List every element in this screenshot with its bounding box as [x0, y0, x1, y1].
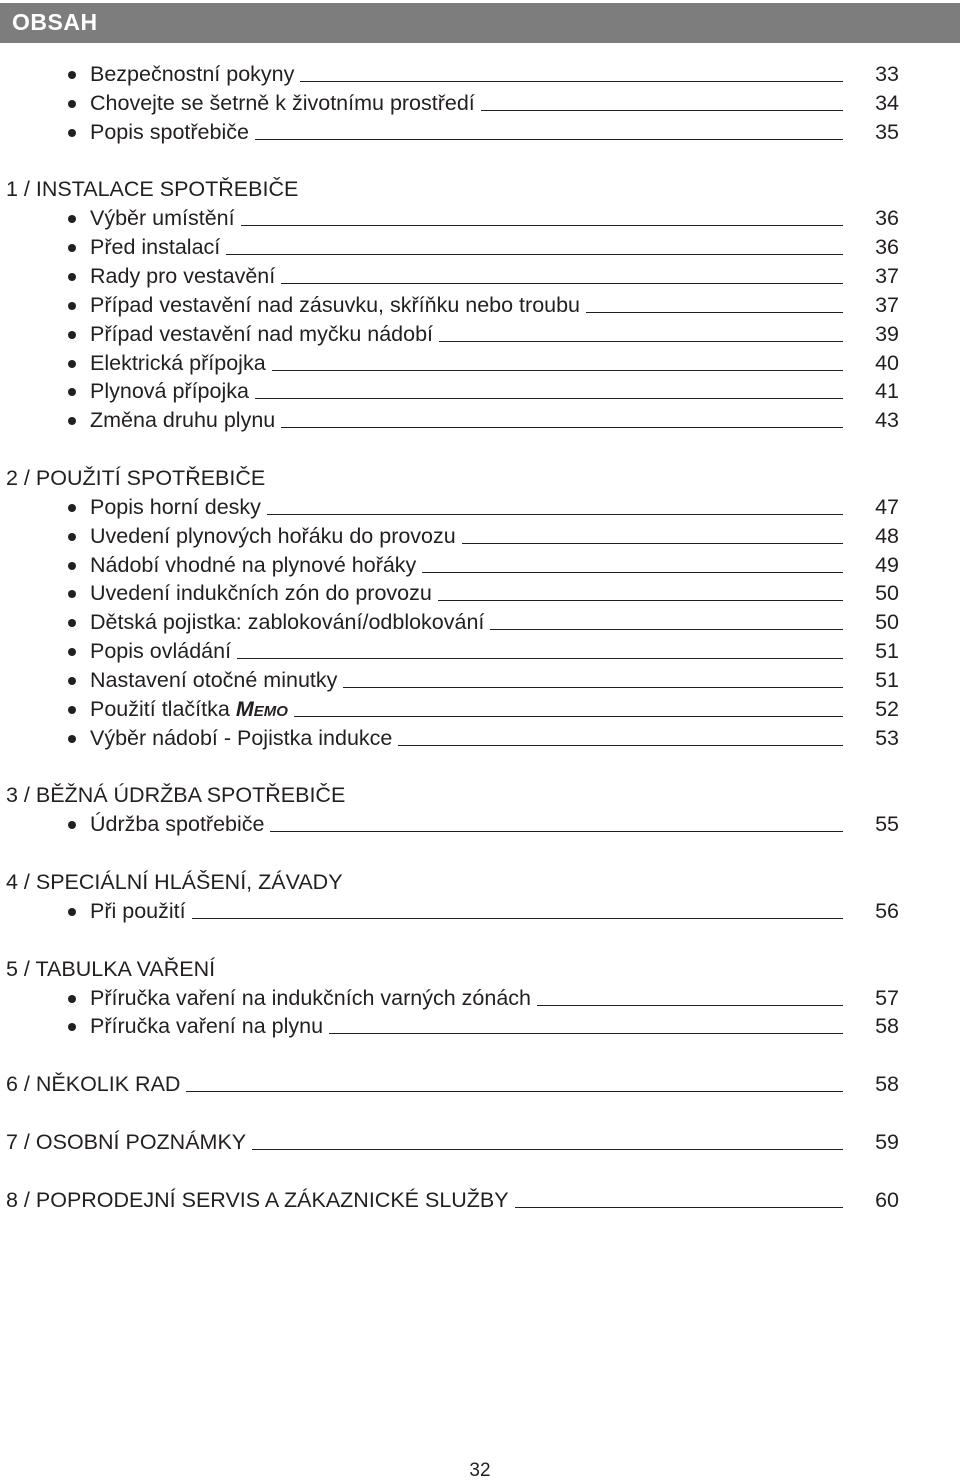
toc-entry-label: Případ vestavění nad myčku nádobí [90, 321, 439, 347]
section-heading: 3 / BĚŽNÁ ÚDRŽBA SPOTŘEBIČE [6, 782, 351, 808]
bullet-icon [68, 648, 76, 656]
bullet-icon [68, 821, 76, 829]
bullet-icon [68, 302, 76, 310]
section-heading: 6 / NĚKOLIK RAD [6, 1071, 186, 1097]
toc-entry-page: 59 [875, 1129, 899, 1154]
toc-entry-page: 48 [875, 523, 899, 548]
toc-entry[interactable] [0, 261, 960, 290]
toc-entry[interactable] [0, 319, 960, 348]
toc-entry-page: 50 [875, 610, 899, 635]
toc-entry[interactable] [0, 203, 960, 232]
section-heading: 5 / TABULKA VAŘENÍ [6, 956, 221, 982]
toc-entry-page: 53 [875, 725, 899, 750]
toc-entry-page: 49 [875, 552, 899, 577]
bullet-icon [68, 562, 76, 570]
memo-keyword: Memo [235, 696, 288, 721]
toc-entry-page: 52 [875, 696, 899, 721]
bullet-icon [68, 129, 76, 137]
section-heading: 7 / OSOBNÍ POZNÁMKY [6, 1129, 252, 1155]
bullet-icon [68, 677, 76, 685]
toc-entry-label: Dětská pojistka: zablokování/odblokování [90, 609, 490, 635]
toc-section-2-heading[interactable] [0, 463, 960, 492]
toc-entry-page: 33 [875, 62, 899, 86]
toc-entry-label: Popis spotřebiče [90, 119, 255, 145]
toc-section-4-heading[interactable] [0, 867, 960, 896]
toc-entry[interactable] [0, 983, 960, 1012]
toc-entry-label: Popis horní desky [90, 494, 267, 520]
toc-entry[interactable] [0, 665, 960, 694]
toc-entry-appliance-description[interactable] [0, 117, 960, 146]
bullet-icon [68, 735, 76, 743]
toc-entry-page: 36 [875, 235, 899, 260]
toc-entry-page: 51 [875, 668, 899, 693]
page-number: 32 [469, 1460, 491, 1481]
bullet-icon [68, 215, 76, 223]
toc-entry-page: 41 [875, 379, 899, 404]
toc-entry-label: Uvedení plynových hořáku do provozu [90, 523, 462, 549]
toc-entry[interactable] [0, 521, 960, 550]
toc-entry-page: 43 [875, 408, 899, 433]
toc-section-8[interactable] [0, 1185, 960, 1214]
toc-entry-page: 47 [875, 494, 899, 519]
bullet-icon [68, 590, 76, 598]
toc-entry-page: 58 [875, 1072, 899, 1097]
toc-entry[interactable] [0, 290, 960, 319]
toc-entry[interactable] [0, 550, 960, 579]
toc-entry[interactable] [0, 492, 960, 521]
toc-entry-label: Uvedení indukčních zón do provozu [90, 580, 438, 606]
toc-entry-label: Příručka vaření na indukčních varných zónách [90, 985, 537, 1011]
section-heading: 1 / INSTALACE SPOTŘEBIČE [6, 176, 304, 202]
bullet-icon [68, 273, 76, 281]
toc-entry-page: 57 [875, 985, 899, 1010]
toc-entry-page: 51 [875, 639, 899, 664]
toc-section-7[interactable] [0, 1127, 960, 1156]
toc-entry-label: Popis ovládání [90, 638, 237, 664]
toc-entry-label: Při použití [90, 898, 192, 924]
toc-entry-environment[interactable] [0, 88, 960, 117]
bullet-icon [68, 331, 76, 339]
toc-entry-page: 60 [875, 1187, 899, 1212]
toc-entry-label: Výběr umístění [90, 205, 241, 231]
toc-section-1-heading[interactable] [0, 174, 960, 203]
toc-entry-label: Rady pro vestavění [90, 263, 281, 289]
toc-entry-page: 36 [875, 206, 899, 231]
bullet-icon [68, 995, 76, 1003]
bullet-icon [68, 504, 76, 512]
bullet-icon [68, 533, 76, 541]
toc-entry-page: 34 [875, 90, 899, 115]
toc-entry[interactable] [0, 809, 960, 838]
toc-entry-label: Případ vestavění nad zásuvku, skříňku nebo troubu [90, 292, 586, 318]
toc-entry-label: Nádobí vhodné na plynové hořáky [90, 552, 422, 578]
bullet-icon [68, 1023, 76, 1031]
toc-entry-label: Plynová přípojka [90, 378, 255, 404]
toc-entry-label: Nastavení otočné minutky [90, 667, 343, 693]
section-heading: 2 / POUŽITÍ SPOTŘEBIČE [6, 465, 271, 491]
toc-entry-label: Změna druhu plynu [90, 407, 281, 433]
toc-entry[interactable] [0, 578, 960, 607]
toc-entry-page: 35 [875, 119, 899, 144]
toc-entry-label [90, 696, 294, 722]
bullet-icon [68, 360, 76, 368]
toc-entry[interactable] [0, 896, 960, 925]
toc-entry-page: 40 [875, 350, 899, 375]
toc-entry-page: 37 [875, 264, 899, 289]
section-heading: 8 / POPRODEJNÍ SERVIS A ZÁKAZNICKÉ SLUŽBY [6, 1187, 515, 1213]
bullet-icon [68, 908, 76, 916]
bullet-icon [68, 619, 76, 627]
toc-entry-label: Chovejte se šetrně k životnímu prostředí [90, 90, 481, 116]
toc-entry-page: 37 [875, 292, 899, 317]
bullet-icon [68, 388, 76, 396]
toc-entry-label: Údržba spotřebiče [90, 811, 270, 837]
toc-entry[interactable] [0, 636, 960, 665]
toc-entry-page: 58 [875, 1014, 899, 1039]
toc-entry-label: Příručka vaření na plynu [90, 1013, 329, 1039]
page-title: OBSAH [12, 9, 98, 35]
toc-entry-page: 55 [875, 812, 899, 837]
toc-entry[interactable] [0, 376, 960, 405]
toc-entry-label: Bezpečnostní pokyny [90, 61, 300, 87]
toc-entry-page: 50 [875, 581, 899, 606]
bullet-icon [68, 706, 76, 714]
bullet-icon [68, 417, 76, 425]
toc-entry[interactable] [0, 232, 960, 261]
bullet-icon [68, 244, 76, 252]
toc-entry-memo[interactable] [0, 694, 960, 723]
toc-entry[interactable] [0, 405, 960, 434]
bullet-icon [68, 71, 76, 79]
dot-leader [90, 918, 843, 919]
toc-entry[interactable] [0, 723, 960, 752]
toc-entry-label: Výběr nádobí - Pojistka indukce [90, 725, 398, 751]
toc-entry-label-text: Použití tlačítka [90, 696, 230, 721]
toc-entry-label: Před instalací [90, 234, 226, 260]
toc-section-3-heading[interactable] [0, 780, 960, 809]
header-bar [0, 3, 960, 43]
toc-entry-page: 39 [875, 321, 899, 346]
toc-entry-label: Elektrická přípojka [90, 350, 272, 376]
bullet-icon [68, 100, 76, 108]
section-heading: 4 / SPECIÁLNÍ HLÁŠENÍ, ZÁVADY [6, 869, 349, 895]
toc-section-5-heading[interactable] [0, 954, 960, 983]
table-of-contents [0, 59, 960, 1213]
toc-section-6[interactable] [0, 1069, 960, 1098]
toc-entry-safety[interactable] [0, 59, 960, 88]
toc-entry[interactable] [0, 607, 960, 636]
toc-entry[interactable] [0, 348, 960, 377]
toc-entry-page: 56 [875, 898, 899, 923]
toc-entry[interactable] [0, 1011, 960, 1040]
